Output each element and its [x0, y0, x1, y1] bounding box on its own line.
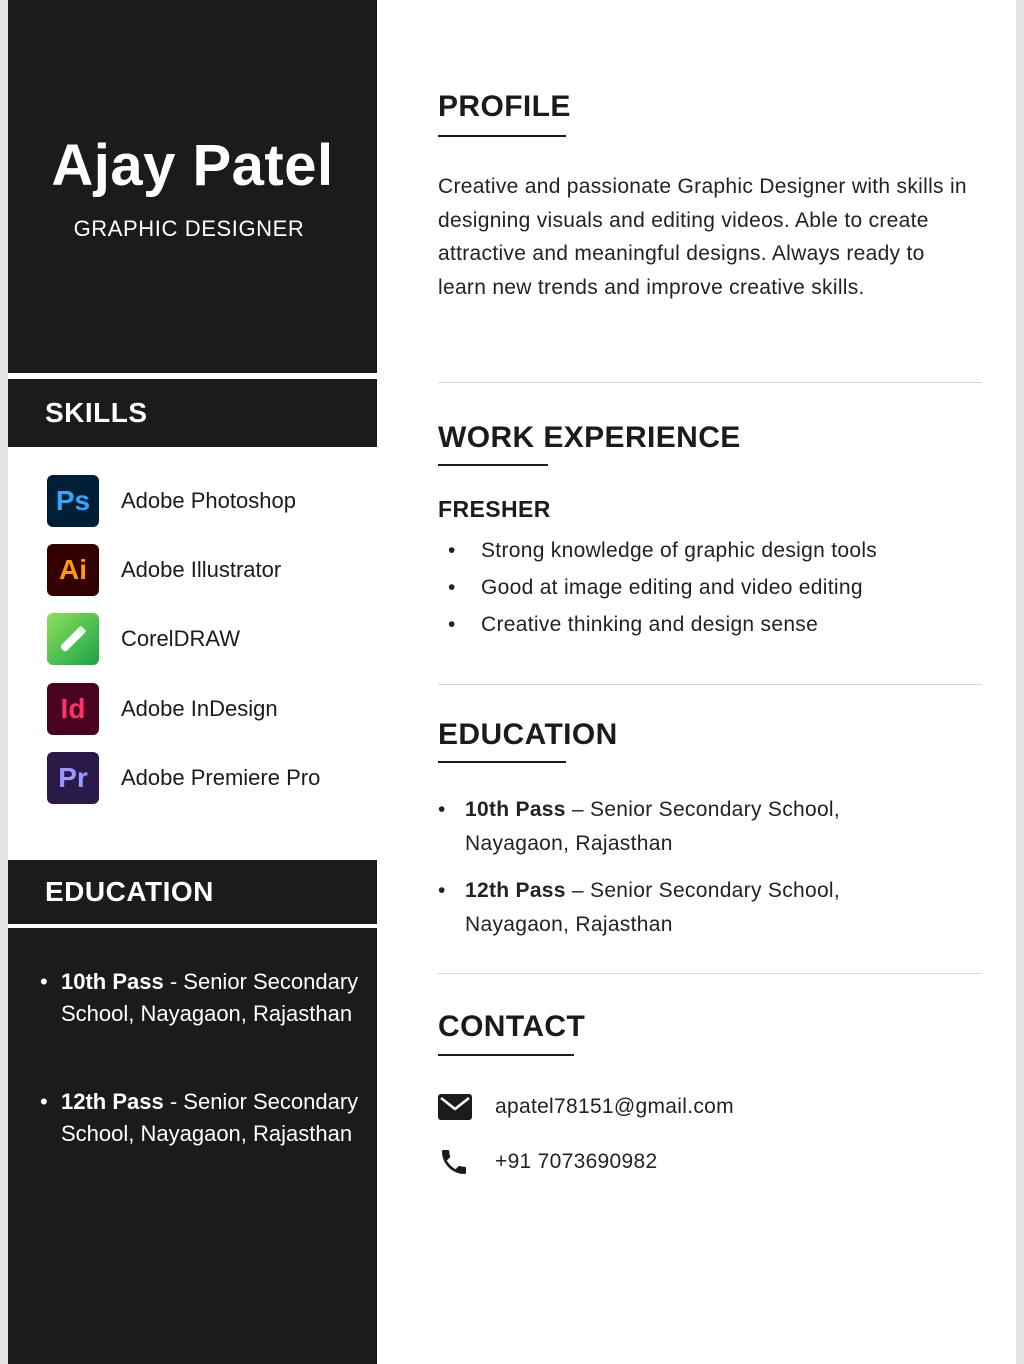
skill-item: [47, 752, 320, 804]
resume-page: Ajay Patel GRAPHIC DESIGNER SKILLS Ps Adobe Photoshop Ai Adobe Illustrator CorelDRAW Id Adobe InDesign Pr Adobe Premiere Pro EDUCATION • 10th Pass - Senior Secondary School, Nayagaon, Rajasthan • 12th Pass - Senior Secondary School, Nayagaon, Rajasthan PROFILE Creative and passionate Graphic Designer with skills in designing visuals and editing videos. Able to create attractive and meaningful designs. Always ready to learn new trends and improve creative skills. WORK EXPERIENCE FRESHER • Strong knowledge of graphic design tools • Good at image editing and video editing • Creative thinking and design sense EDUCATION • 10th Pass – Senior Secondary School, Nayagaon, Rajasthan • 12th Pass – Senior Secondary School, Nayagaon, Rajasthan CONTACT apatel78151@gmail.com +91 7073690982: [8, 0, 1016, 1364]
candidate-role: GRAPHIC DESIGNER: [73, 216, 305, 241]
education-level: 10th Pass: [465, 798, 566, 821]
contact-phone: [438, 1147, 657, 1177]
education-level: 10th Pass: [61, 969, 164, 994]
heading-underline: [438, 464, 548, 466]
skill-item: [47, 475, 296, 527]
skill-label: Adobe Premiere Pro: [121, 765, 321, 790]
contact-email: [438, 1092, 734, 1122]
coreldraw-icon: [47, 613, 99, 665]
email-address[interactable]: apatel78151@gmail.com: [495, 1095, 734, 1118]
education-school: – Senior Secondary School, Nayagaon, Rajasthan: [465, 798, 841, 855]
education-school: – Senior Secondary School, Nayagaon, Rajasthan: [465, 879, 841, 936]
pen-nib-icon: [56, 622, 90, 656]
illustrator-icon: Ai: [47, 544, 99, 596]
skills-heading: SKILLS: [8, 379, 377, 447]
skill-item: [47, 544, 281, 596]
section-divider: [438, 382, 982, 383]
work-experience-heading: WORK EXPERIENCE: [438, 421, 741, 454]
education-list-left: • 10th Pass - Senior Secondary School, Nayagaon, Rajasthan • 12th Pass - Senior Secondary School, Nayagaon, Rajasthan: [8, 928, 377, 1364]
section-divider: [438, 973, 982, 974]
heading-underline: [438, 1054, 574, 1056]
education-level: 12th Pass: [61, 1089, 164, 1114]
name-block: [8, 0, 377, 373]
candidate-name: Ajay Patel: [51, 133, 334, 198]
heading-underline: [438, 135, 566, 137]
section-divider: [438, 684, 982, 685]
skill-item: [47, 683, 278, 735]
education-heading-left: EDUCATION: [8, 860, 377, 924]
education-level: 12th Pass: [465, 879, 566, 902]
skill-label: Adobe Photoshop: [121, 488, 296, 513]
skill-label: Adobe InDesign: [121, 696, 278, 721]
education-school: - Senior Secondary School, Nayagaon, Rajasthan: [61, 969, 359, 1026]
skill-item: [47, 613, 240, 665]
skill-label: Adobe Illustrator: [121, 557, 282, 582]
skills-list: [8, 447, 377, 860]
phone-number[interactable]: +91 7073690982: [495, 1150, 658, 1173]
mail-icon: [438, 1092, 474, 1122]
education-school: - Senior Secondary School, Nayagaon, Rajasthan: [61, 1089, 359, 1146]
contact-heading: CONTACT: [438, 1010, 586, 1043]
photoshop-icon: Ps: [47, 475, 99, 527]
experience-level: FRESHER: [438, 496, 551, 522]
phone-icon: [438, 1147, 474, 1177]
skill-label: CorelDRAW: [121, 626, 240, 651]
education-heading-right: EDUCATION: [438, 718, 618, 751]
premiere-icon: Pr: [47, 752, 99, 804]
indesign-icon: Id: [47, 683, 99, 735]
heading-underline: [438, 761, 566, 763]
profile-summary: Creative and passionate Graphic Designer with skills in designing visuals and editing videos. Able to create attractive and meaningful designs. Always ready to learn new trends and improve creative skills.: [438, 175, 967, 299]
profile-heading: PROFILE: [438, 90, 571, 123]
